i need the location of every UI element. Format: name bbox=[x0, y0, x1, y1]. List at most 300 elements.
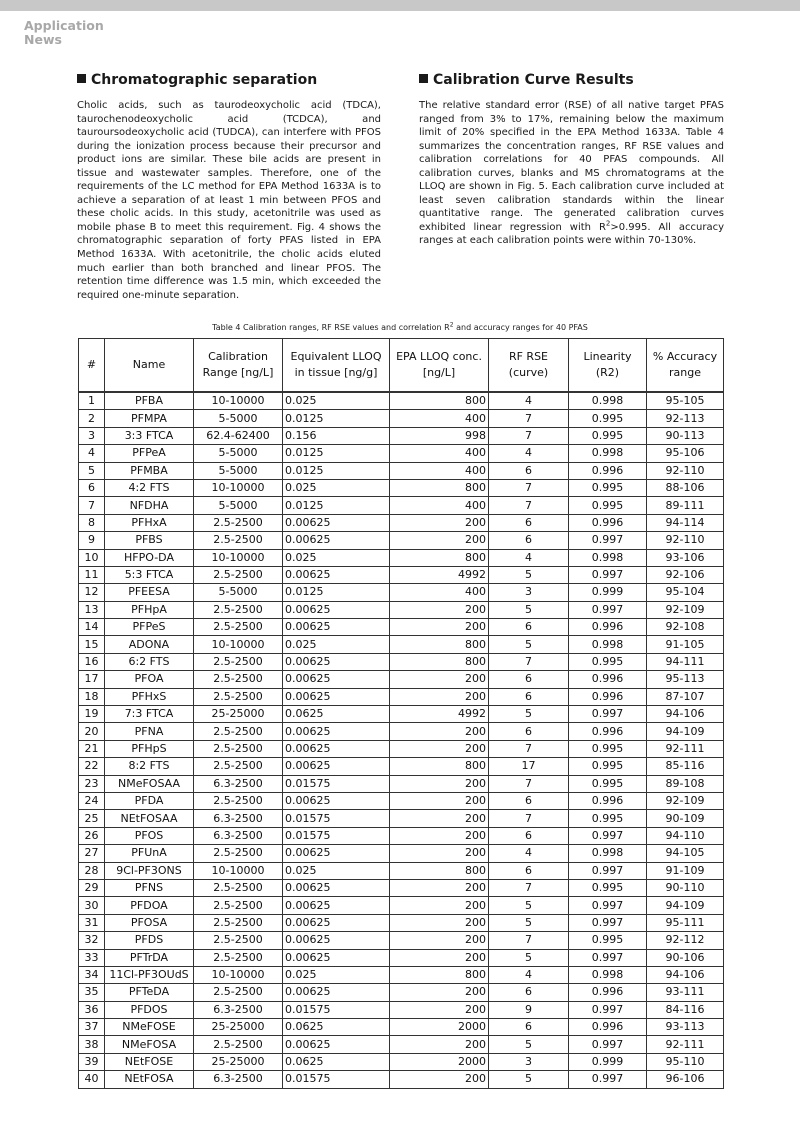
cell-accuracy: 94-114 bbox=[647, 514, 724, 531]
cell-calibration-range: 6.3-2500 bbox=[194, 827, 283, 844]
cell-calibration-range: 2.5-2500 bbox=[194, 671, 283, 688]
cell-rf-rse: 6 bbox=[489, 1019, 569, 1036]
cell-epa-lloq: 200 bbox=[390, 775, 489, 792]
cell-epa-lloq: 200 bbox=[390, 1071, 489, 1088]
table-row bbox=[79, 879, 724, 896]
cell-epa-lloq: 998 bbox=[390, 427, 489, 444]
cell-accuracy: 91-105 bbox=[647, 636, 724, 653]
table-row bbox=[79, 1071, 724, 1088]
cell-calibration-range: 25-25000 bbox=[194, 1053, 283, 1070]
table-row bbox=[79, 532, 724, 549]
cell-rf-rse: 9 bbox=[489, 1001, 569, 1018]
header-calibration-range: Calibration Range [ng/L] bbox=[194, 339, 283, 393]
cell-rf-rse: 5 bbox=[489, 601, 569, 618]
cell-epa-lloq: 200 bbox=[390, 532, 489, 549]
cell-epa-lloq: 4992 bbox=[390, 566, 489, 583]
cell-rf-rse: 7 bbox=[489, 497, 569, 514]
cell-calibration-range: 2.5-2500 bbox=[194, 897, 283, 914]
cell-name: NMeFOSE bbox=[105, 1019, 194, 1036]
cell-calibration-range: 2.5-2500 bbox=[194, 932, 283, 949]
table-row bbox=[79, 740, 724, 757]
cell-linearity: 0.997 bbox=[569, 601, 647, 618]
cell-calibration-range: 6.3-2500 bbox=[194, 1001, 283, 1018]
cell-calibration-range: 2.5-2500 bbox=[194, 792, 283, 809]
cell-linearity: 0.995 bbox=[569, 410, 647, 427]
cell-rf-rse: 4 bbox=[489, 966, 569, 983]
cell-linearity: 0.999 bbox=[569, 584, 647, 601]
cell-calibration-range: 10-10000 bbox=[194, 636, 283, 653]
table-row bbox=[79, 1001, 724, 1018]
cell-calibration-range: 2.5-2500 bbox=[194, 688, 283, 705]
cell-name: PFUnA bbox=[105, 845, 194, 862]
cell-index: 15 bbox=[79, 636, 105, 653]
cell-equivalent-lloq: 0.0125 bbox=[283, 445, 390, 462]
cell-accuracy: 95-106 bbox=[647, 445, 724, 462]
cell-linearity: 0.995 bbox=[569, 479, 647, 496]
cell-epa-lloq: 200 bbox=[390, 914, 489, 931]
cell-rf-rse: 5 bbox=[489, 706, 569, 723]
cell-calibration-range: 2.5-2500 bbox=[194, 601, 283, 618]
cell-linearity: 0.997 bbox=[569, 532, 647, 549]
cell-accuracy: 92-113 bbox=[647, 410, 724, 427]
cell-linearity: 0.996 bbox=[569, 1019, 647, 1036]
cell-linearity: 0.997 bbox=[569, 1001, 647, 1018]
table-row bbox=[79, 584, 724, 601]
cell-equivalent-lloq: 0.0125 bbox=[283, 462, 390, 479]
cell-rf-rse: 7 bbox=[489, 410, 569, 427]
cell-calibration-range: 5-5000 bbox=[194, 584, 283, 601]
table-caption-text: Table 4 Calibration ranges, RF RSE values and correlation R bbox=[212, 323, 450, 332]
cell-equivalent-lloq: 0.0625 bbox=[283, 706, 390, 723]
section-heading-text: Chromatographic separation bbox=[91, 72, 318, 88]
cell-name: NMeFOSA bbox=[105, 1036, 194, 1053]
cell-equivalent-lloq: 0.01575 bbox=[283, 1001, 390, 1018]
cell-rf-rse: 7 bbox=[489, 775, 569, 792]
table-row bbox=[79, 706, 724, 723]
table-row bbox=[79, 914, 724, 931]
cell-linearity: 0.997 bbox=[569, 827, 647, 844]
table-row bbox=[79, 445, 724, 462]
cell-name: PFTrDA bbox=[105, 949, 194, 966]
cell-index: 11 bbox=[79, 566, 105, 583]
cell-calibration-range: 6.3-2500 bbox=[194, 1071, 283, 1088]
square-bullet-icon bbox=[77, 74, 86, 83]
cell-accuracy: 95-110 bbox=[647, 1053, 724, 1070]
cell-linearity: 0.996 bbox=[569, 462, 647, 479]
header-name: Name bbox=[105, 339, 194, 393]
cell-equivalent-lloq: 0.01575 bbox=[283, 827, 390, 844]
cell-equivalent-lloq: 0.156 bbox=[283, 427, 390, 444]
section-heading-calibration bbox=[419, 72, 634, 88]
cell-epa-lloq: 200 bbox=[390, 671, 489, 688]
cell-rf-rse: 6 bbox=[489, 688, 569, 705]
cell-rf-rse: 6 bbox=[489, 984, 569, 1001]
cell-index: 36 bbox=[79, 1001, 105, 1018]
cell-calibration-range: 5-5000 bbox=[194, 497, 283, 514]
table-row bbox=[79, 723, 724, 740]
cell-linearity: 0.998 bbox=[569, 966, 647, 983]
cell-rf-rse: 17 bbox=[489, 758, 569, 775]
cell-rf-rse: 6 bbox=[489, 514, 569, 531]
cell-equivalent-lloq: 0.00625 bbox=[283, 984, 390, 1001]
cell-accuracy: 94-105 bbox=[647, 845, 724, 862]
cell-index: 29 bbox=[79, 879, 105, 896]
cell-index: 40 bbox=[79, 1071, 105, 1088]
table-row bbox=[79, 827, 724, 844]
cell-equivalent-lloq: 0.0625 bbox=[283, 1053, 390, 1070]
cell-accuracy: 84-116 bbox=[647, 1001, 724, 1018]
cell-equivalent-lloq: 0.01575 bbox=[283, 1071, 390, 1088]
cell-equivalent-lloq: 0.00625 bbox=[283, 653, 390, 670]
cell-epa-lloq: 800 bbox=[390, 392, 489, 410]
cell-calibration-range: 2.5-2500 bbox=[194, 1036, 283, 1053]
cell-linearity: 0.996 bbox=[569, 671, 647, 688]
cell-linearity: 0.995 bbox=[569, 879, 647, 896]
cell-rf-rse: 7 bbox=[489, 810, 569, 827]
cell-calibration-range: 2.5-2500 bbox=[194, 619, 283, 636]
table-row bbox=[79, 410, 724, 427]
cell-epa-lloq: 200 bbox=[390, 932, 489, 949]
brand-line-2: News bbox=[24, 32, 62, 47]
cell-accuracy: 91-109 bbox=[647, 862, 724, 879]
section-heading-chromatographic bbox=[77, 72, 317, 88]
cell-index: 6 bbox=[79, 479, 105, 496]
superscript: 2 bbox=[449, 321, 454, 329]
cell-rf-rse: 3 bbox=[489, 1053, 569, 1070]
cell-epa-lloq: 200 bbox=[390, 688, 489, 705]
cell-accuracy: 94-109 bbox=[647, 897, 724, 914]
cell-name: PFMBA bbox=[105, 462, 194, 479]
cell-name: 9Cl-PF3ONS bbox=[105, 862, 194, 879]
cell-index: 33 bbox=[79, 949, 105, 966]
header-linearity: Linearity (R2) bbox=[569, 339, 647, 393]
cell-rf-rse: 7 bbox=[489, 427, 569, 444]
table-row bbox=[79, 427, 724, 444]
cell-equivalent-lloq: 0.0125 bbox=[283, 584, 390, 601]
calibration-paragraph-text-end: >0.995. All accuracy ranges at each calibration points were within 70-130%. bbox=[419, 221, 725, 247]
cell-linearity: 0.996 bbox=[569, 619, 647, 636]
cell-name: PFDOS bbox=[105, 1001, 194, 1018]
cell-name: PFBA bbox=[105, 392, 194, 410]
cell-epa-lloq: 200 bbox=[390, 740, 489, 757]
cell-accuracy: 92-109 bbox=[647, 601, 724, 618]
cell-rf-rse: 6 bbox=[489, 462, 569, 479]
cell-epa-lloq: 400 bbox=[390, 410, 489, 427]
cell-index: 25 bbox=[79, 810, 105, 827]
cell-calibration-range: 2.5-2500 bbox=[194, 914, 283, 931]
cell-index: 2 bbox=[79, 410, 105, 427]
cell-calibration-range: 2.5-2500 bbox=[194, 758, 283, 775]
cell-equivalent-lloq: 0.00625 bbox=[283, 688, 390, 705]
header-index: # bbox=[79, 339, 105, 393]
cell-rf-rse: 3 bbox=[489, 584, 569, 601]
cell-calibration-range: 62.4-62400 bbox=[194, 427, 283, 444]
cell-linearity: 0.999 bbox=[569, 1053, 647, 1070]
cell-rf-rse: 4 bbox=[489, 845, 569, 862]
cell-rf-rse: 5 bbox=[489, 897, 569, 914]
cell-linearity: 0.998 bbox=[569, 549, 647, 566]
cell-equivalent-lloq: 0.00625 bbox=[283, 932, 390, 949]
cell-calibration-range: 2.5-2500 bbox=[194, 653, 283, 670]
cell-index: 34 bbox=[79, 966, 105, 983]
cell-name: 5:3 FTCA bbox=[105, 566, 194, 583]
cell-epa-lloq: 800 bbox=[390, 966, 489, 983]
cell-index: 23 bbox=[79, 775, 105, 792]
cell-epa-lloq: 2000 bbox=[390, 1053, 489, 1070]
cell-calibration-range: 6.3-2500 bbox=[194, 810, 283, 827]
cell-epa-lloq: 200 bbox=[390, 792, 489, 809]
cell-linearity: 0.995 bbox=[569, 740, 647, 757]
cell-name: 6:2 FTS bbox=[105, 653, 194, 670]
cell-linearity: 0.997 bbox=[569, 566, 647, 583]
cell-name: 8:2 FTS bbox=[105, 758, 194, 775]
cell-index: 5 bbox=[79, 462, 105, 479]
cell-name: 3:3 FTCA bbox=[105, 427, 194, 444]
cell-index: 3 bbox=[79, 427, 105, 444]
cell-index: 12 bbox=[79, 584, 105, 601]
cell-equivalent-lloq: 0.01575 bbox=[283, 775, 390, 792]
table-row bbox=[79, 479, 724, 496]
superscript: 2 bbox=[605, 219, 611, 228]
cell-linearity: 0.996 bbox=[569, 688, 647, 705]
cell-rf-rse: 6 bbox=[489, 619, 569, 636]
cell-index: 21 bbox=[79, 740, 105, 757]
table-body bbox=[79, 392, 724, 1088]
cell-rf-rse: 7 bbox=[489, 879, 569, 896]
cell-calibration-range: 10-10000 bbox=[194, 479, 283, 496]
header-epa-lloq: EPA LLOQ conc. [ng/L] bbox=[390, 339, 489, 393]
table-row bbox=[79, 671, 724, 688]
cell-name: NMeFOSAA bbox=[105, 775, 194, 792]
cell-index: 30 bbox=[79, 897, 105, 914]
cell-calibration-range: 25-25000 bbox=[194, 1019, 283, 1036]
cell-rf-rse: 4 bbox=[489, 549, 569, 566]
table-row bbox=[79, 636, 724, 653]
cell-linearity: 0.997 bbox=[569, 706, 647, 723]
cell-index: 18 bbox=[79, 688, 105, 705]
cell-equivalent-lloq: 0.0625 bbox=[283, 1019, 390, 1036]
cell-equivalent-lloq: 0.00625 bbox=[283, 897, 390, 914]
cell-name: 11Cl-PF3OUdS bbox=[105, 966, 194, 983]
cell-linearity: 0.995 bbox=[569, 810, 647, 827]
cell-accuracy: 95-111 bbox=[647, 914, 724, 931]
cell-name: PFPeS bbox=[105, 619, 194, 636]
table-row bbox=[79, 966, 724, 983]
cell-calibration-range: 5-5000 bbox=[194, 445, 283, 462]
cell-equivalent-lloq: 0.025 bbox=[283, 966, 390, 983]
cell-accuracy: 89-108 bbox=[647, 775, 724, 792]
calibration-table bbox=[78, 338, 724, 1089]
cell-epa-lloq: 200 bbox=[390, 514, 489, 531]
cell-epa-lloq: 400 bbox=[390, 497, 489, 514]
cell-calibration-range: 6.3-2500 bbox=[194, 775, 283, 792]
cell-accuracy: 95-105 bbox=[647, 392, 724, 410]
cell-linearity: 0.996 bbox=[569, 792, 647, 809]
cell-index: 13 bbox=[79, 601, 105, 618]
cell-name: NFDHA bbox=[105, 497, 194, 514]
cell-index: 10 bbox=[79, 549, 105, 566]
cell-equivalent-lloq: 0.00625 bbox=[283, 566, 390, 583]
cell-accuracy: 94-110 bbox=[647, 827, 724, 844]
cell-name: ADONA bbox=[105, 636, 194, 653]
cell-accuracy: 92-112 bbox=[647, 932, 724, 949]
cell-index: 37 bbox=[79, 1019, 105, 1036]
cell-linearity: 0.997 bbox=[569, 862, 647, 879]
cell-linearity: 0.998 bbox=[569, 845, 647, 862]
table-row bbox=[79, 688, 724, 705]
cell-equivalent-lloq: 0.00625 bbox=[283, 601, 390, 618]
table-row bbox=[79, 462, 724, 479]
cell-calibration-range: 2.5-2500 bbox=[194, 949, 283, 966]
cell-equivalent-lloq: 0.025 bbox=[283, 392, 390, 410]
table-caption bbox=[0, 323, 800, 332]
cell-calibration-range: 5-5000 bbox=[194, 410, 283, 427]
cell-index: 27 bbox=[79, 845, 105, 862]
cell-calibration-range: 2.5-2500 bbox=[194, 514, 283, 531]
brand-logo bbox=[24, 19, 144, 47]
cell-calibration-range: 2.5-2500 bbox=[194, 723, 283, 740]
cell-accuracy: 92-106 bbox=[647, 566, 724, 583]
cell-equivalent-lloq: 0.00625 bbox=[283, 792, 390, 809]
cell-accuracy: 94-109 bbox=[647, 723, 724, 740]
cell-linearity: 0.995 bbox=[569, 758, 647, 775]
cell-epa-lloq: 2000 bbox=[390, 1019, 489, 1036]
cell-name: NEtFOSA bbox=[105, 1071, 194, 1088]
cell-name: PFTeDA bbox=[105, 984, 194, 1001]
cell-name: PFOA bbox=[105, 671, 194, 688]
cell-epa-lloq: 200 bbox=[390, 810, 489, 827]
cell-accuracy: 92-108 bbox=[647, 619, 724, 636]
cell-epa-lloq: 800 bbox=[390, 862, 489, 879]
cell-epa-lloq: 800 bbox=[390, 479, 489, 496]
header-rf-rse: RF RSE (curve) bbox=[489, 339, 569, 393]
table-row bbox=[79, 1053, 724, 1070]
top-bar bbox=[0, 0, 800, 11]
cell-rf-rse: 5 bbox=[489, 1071, 569, 1088]
cell-name: NEtFOSAA bbox=[105, 810, 194, 827]
cell-linearity: 0.995 bbox=[569, 775, 647, 792]
table-row bbox=[79, 845, 724, 862]
cell-name: PFHxS bbox=[105, 688, 194, 705]
cell-epa-lloq: 200 bbox=[390, 879, 489, 896]
cell-epa-lloq: 800 bbox=[390, 636, 489, 653]
cell-index: 9 bbox=[79, 532, 105, 549]
table-row bbox=[79, 984, 724, 1001]
cell-equivalent-lloq: 0.00625 bbox=[283, 514, 390, 531]
cell-name: PFOSA bbox=[105, 914, 194, 931]
cell-epa-lloq: 200 bbox=[390, 723, 489, 740]
cell-epa-lloq: 200 bbox=[390, 1001, 489, 1018]
table-row bbox=[79, 514, 724, 531]
cell-accuracy: 92-110 bbox=[647, 462, 724, 479]
table-row bbox=[79, 601, 724, 618]
cell-accuracy: 93-106 bbox=[647, 549, 724, 566]
cell-accuracy: 90-113 bbox=[647, 427, 724, 444]
cell-equivalent-lloq: 0.025 bbox=[283, 636, 390, 653]
cell-equivalent-lloq: 0.025 bbox=[283, 862, 390, 879]
cell-index: 17 bbox=[79, 671, 105, 688]
cell-rf-rse: 6 bbox=[489, 827, 569, 844]
table-row bbox=[79, 897, 724, 914]
table-row bbox=[79, 497, 724, 514]
cell-calibration-range: 2.5-2500 bbox=[194, 845, 283, 862]
cell-epa-lloq: 200 bbox=[390, 619, 489, 636]
cell-index: 24 bbox=[79, 792, 105, 809]
cell-rf-rse: 6 bbox=[489, 532, 569, 549]
cell-index: 39 bbox=[79, 1053, 105, 1070]
cell-equivalent-lloq: 0.0125 bbox=[283, 497, 390, 514]
cell-linearity: 0.998 bbox=[569, 636, 647, 653]
cell-name: 7:3 FTCA bbox=[105, 706, 194, 723]
cell-linearity: 0.998 bbox=[569, 445, 647, 462]
cell-index: 22 bbox=[79, 758, 105, 775]
cell-name: PFDS bbox=[105, 932, 194, 949]
table-row bbox=[79, 758, 724, 775]
cell-equivalent-lloq: 0.025 bbox=[283, 549, 390, 566]
table-row bbox=[79, 775, 724, 792]
cell-linearity: 0.995 bbox=[569, 932, 647, 949]
cell-accuracy: 88-106 bbox=[647, 479, 724, 496]
cell-name: PFOS bbox=[105, 827, 194, 844]
cell-index: 14 bbox=[79, 619, 105, 636]
cell-equivalent-lloq: 0.00625 bbox=[283, 723, 390, 740]
cell-rf-rse: 4 bbox=[489, 392, 569, 410]
cell-name: PFHxA bbox=[105, 514, 194, 531]
cell-epa-lloq: 200 bbox=[390, 897, 489, 914]
table-row bbox=[79, 549, 724, 566]
cell-calibration-range: 25-25000 bbox=[194, 706, 283, 723]
cell-calibration-range: 10-10000 bbox=[194, 966, 283, 983]
cell-accuracy: 94-111 bbox=[647, 653, 724, 670]
cell-linearity: 0.997 bbox=[569, 897, 647, 914]
cell-epa-lloq: 200 bbox=[390, 1036, 489, 1053]
cell-equivalent-lloq: 0.00625 bbox=[283, 845, 390, 862]
cell-index: 20 bbox=[79, 723, 105, 740]
table-header-row bbox=[79, 339, 724, 393]
table-caption-text-end: and accuracy ranges for 40 PFAS bbox=[453, 323, 588, 332]
header-accuracy: % Accuracy range bbox=[647, 339, 724, 393]
cell-accuracy: 94-106 bbox=[647, 966, 724, 983]
chromatographic-paragraph: Cholic acids, such as taurodeoxycholic acid (TDCA), taurochenodeoxycholic acid (TCDCA), and tauroursodeoxycholic acid (TUDCA), can interfere with PFOS during the ionization process because their precursor and product ions are similar. These bile acids are present in tissue and wastewater samples. Therefore, one of the requirements of the LC method for EPA Method 1633A is to achieve a separation of at least 1 min between PFOS and these cholic acids. In this study, acetonitrile was used as mobile phase B to meet this requirement. Fig. 4 shows the chromatographic separation of forty PFAS listed in EPA Method 1633A. With acetonitrile, the cholic acids eluted much earlier than both branched and linear PFOS. The retention time difference was 1.5 min, which exceeded the required one-minute separation. bbox=[77, 100, 381, 301]
cell-rf-rse: 7 bbox=[489, 479, 569, 496]
cell-accuracy: 87-107 bbox=[647, 688, 724, 705]
brand-line-1: Application bbox=[24, 18, 104, 33]
cell-index: 32 bbox=[79, 932, 105, 949]
cell-accuracy: 94-106 bbox=[647, 706, 724, 723]
cell-name: PFBS bbox=[105, 532, 194, 549]
cell-name: PFDA bbox=[105, 792, 194, 809]
cell-rf-rse: 6 bbox=[489, 862, 569, 879]
cell-rf-rse: 5 bbox=[489, 914, 569, 931]
cell-equivalent-lloq: 0.00625 bbox=[283, 740, 390, 757]
cell-calibration-range: 2.5-2500 bbox=[194, 740, 283, 757]
cell-index: 7 bbox=[79, 497, 105, 514]
cell-epa-lloq: 800 bbox=[390, 549, 489, 566]
table-row bbox=[79, 862, 724, 879]
cell-linearity: 0.997 bbox=[569, 1071, 647, 1088]
cell-accuracy: 89-111 bbox=[647, 497, 724, 514]
cell-accuracy: 93-113 bbox=[647, 1019, 724, 1036]
cell-equivalent-lloq: 0.00625 bbox=[283, 914, 390, 931]
cell-linearity: 0.996 bbox=[569, 984, 647, 1001]
cell-linearity: 0.997 bbox=[569, 1036, 647, 1053]
table-row bbox=[79, 392, 724, 410]
cell-rf-rse: 6 bbox=[489, 792, 569, 809]
cell-name: PFMPA bbox=[105, 410, 194, 427]
table-row bbox=[79, 1019, 724, 1036]
cell-name: NEtFOSE bbox=[105, 1053, 194, 1070]
table-row bbox=[79, 653, 724, 670]
